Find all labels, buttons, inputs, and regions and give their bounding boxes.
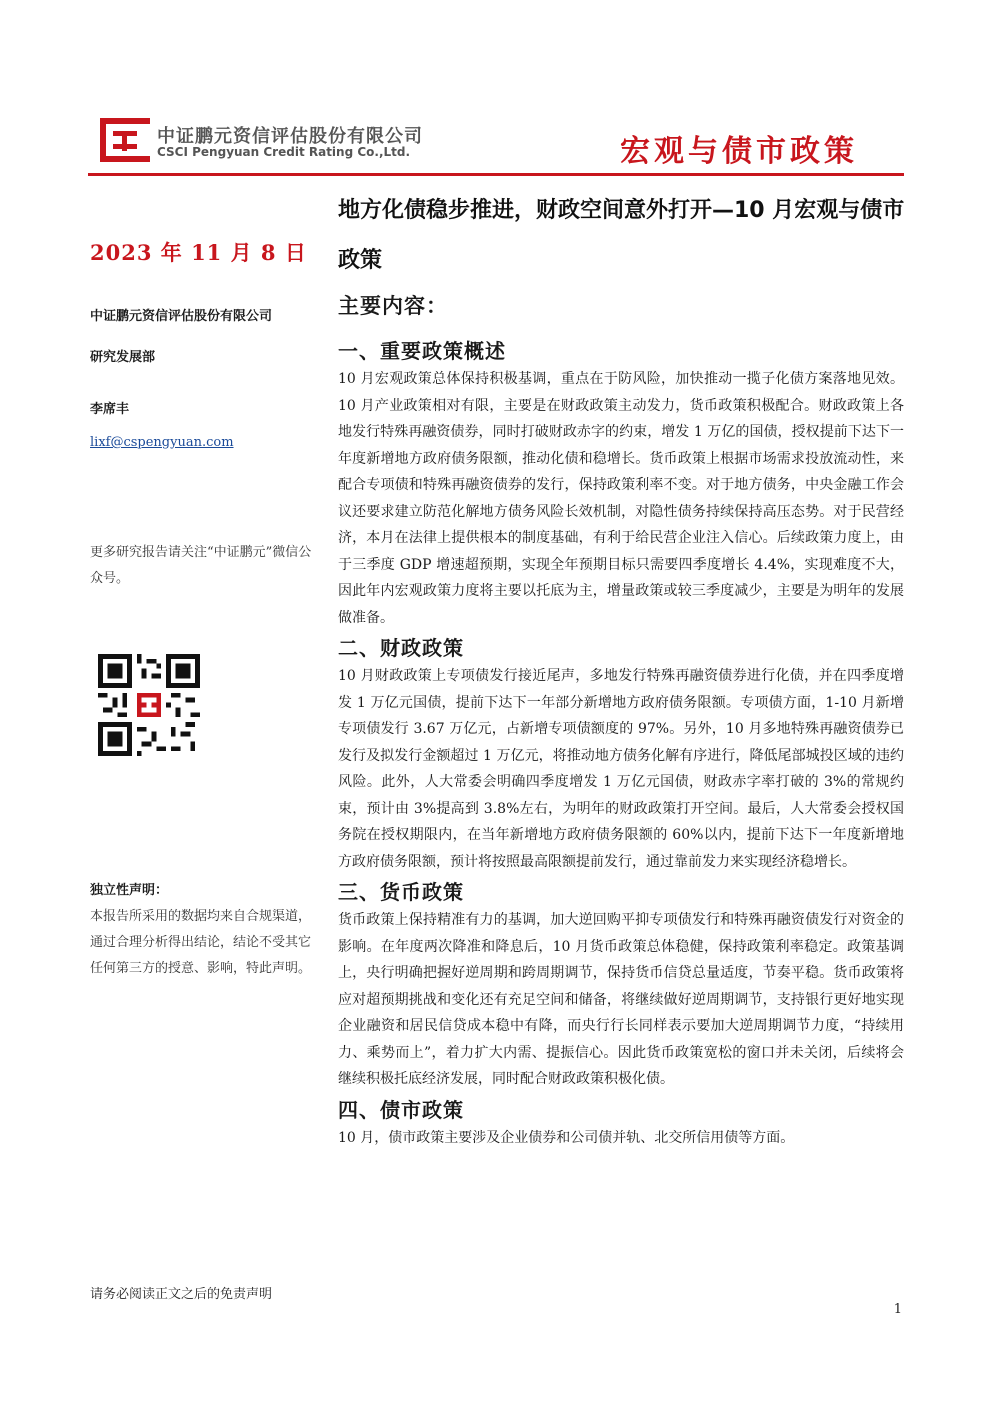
section-body-policy-overview: 10 月宏观政策总体保持积极基调，重点在于防风险，加快推动一揽子化债方案落地见效。10 月产业政策相对有限，主要是在财政政策主动发力，货币政策积极配合。财政政策上各地发行特殊再融资债券，同时打破财政赤字的约束，增发 1 万亿的国债，授权提前下达下一年度新增地方政府债务限额，推动化债和稳增长。货币政策上根据市场需求投放流动性，来配合专项债和特殊再融资债券的发行，保持政策利率不变。对于地方债务，中央金融工作会议还要求建立防范化解地方债务风险长效机制，对隐性债务持续保持高压态势。对于民营经济，本月在法律上提供根本的制度基础，有利于给民营企业注入信心。后续政策力度上，由于三季度 GDP 增速超预期，实现全年预期目标只需要四季度增长 4.4%，实现难度不大，因此年内宏观政策力度将主要以托底为主，增量政策或较三季度减少，主要是为明年的发展做准备。 xyxy=(338,371,904,626)
disclaimer-footer-note: 请务必阅读正文之后的免责声明 xyxy=(90,1287,273,1302)
main-content xyxy=(338,290,904,1153)
report-date: 2023 年 11 月 8 日 xyxy=(90,240,307,265)
header-divider xyxy=(88,173,904,176)
section-body-bond-market-policy: 10 月，债市政策主要涉及企业债券和公司债并轨、北交所信用债等方面。 xyxy=(338,1129,795,1146)
qr-code-icon xyxy=(98,654,200,756)
section-heading-monetary-policy: 三、货币政策 xyxy=(338,880,464,904)
company-name-en: CSCI Pengyuan Credit Rating Co.,Ltd. xyxy=(157,145,411,159)
author-email-link[interactable]: lixf@cspengyuan.com xyxy=(90,435,234,450)
section-heading-bond-market-policy: 四、债市政策 xyxy=(338,1097,464,1122)
report-type-label: 宏观与债市政策 xyxy=(620,134,858,169)
follow-wechat-note: 更多研究报告请关注“中证鹏元”微信公众号。 xyxy=(90,545,312,586)
summary-heading: 主要内容： xyxy=(338,294,448,318)
section-heading-fiscal-policy: 二、财政政策 xyxy=(338,636,464,660)
section-body-fiscal-policy: 10 月财政政策上专项债发行接近尾声，多地发行特殊再融资债券进行化债，并在四季度增发 1 万亿元国债，提前下达下一年部分新增地方政府债务限额。专项债方面，1-10 月新增专项债发行 3.67 万亿元，占新增专项债额度的 97%。另外，10 月多地特殊再融资债券已发行及拟发行金额超过 1 万亿元，将推动地方债务化解有序进行，降低尾部城投区域的违约风险。此外，人大常委会明确四季度增发 1 万亿元国债，财政赤字率打破的 3%的常规约束，预计由 3%提高到 3.8%左右，为明年的财政政策打开空间。最后，人大常委会授权国务院在授权期限内，在当年新增地方政府债务限额的 60%以内，提前下达下一年度新增地方政府债务限额，预计将按照最高限额提前发行，通过靠前发力来实现经济稳增长。 xyxy=(338,668,904,870)
sidebar-org: 中证鹏元资信评估股份有限公司 xyxy=(90,309,273,324)
sidebar-department: 研究发展部 xyxy=(90,350,156,365)
section-heading-policy-overview: 一、重要政策概述 xyxy=(338,339,506,363)
company-name-cn: 中证鹏元资信评估股份有限公司 xyxy=(157,126,423,147)
section-body-monetary-policy: 货币政策上保持精准有力的基调，加大逆回购平抑专项债发行和特殊再融资债发行对资金的影响。在年度两次降准和降息后，10 月货币政策总体稳健，保持政策利率稳定。政策基调上，央行明确把握好逆周期和跨周期调节，保持货币信贷总量适度，节奏平稳。货币政策将应对超预期挑战和变化还有充足空间和储备，将继续做好逆周期调节，支持银行更好地实现企业融资和居民信贷成本稳中有降，而央行行长同样表示要加大逆周期调节力度，“持续用力、乘势而上”，着力扩大内需、提振信心。因此货币政策宽松的窗口并未关闭，后续将会继续积极托底经济发展，同时配合财政政策积极化债。 xyxy=(338,912,904,1087)
report-title: 地方化债稳步推进，财政空间意外打开—10 月宏观与债市政策 xyxy=(338,198,905,273)
disclaimer-title: 独立性声明： xyxy=(90,883,169,898)
csci-logo-icon xyxy=(100,118,150,162)
author-name: 李席丰 xyxy=(90,402,130,417)
independence-statement xyxy=(90,878,322,982)
disclaimer-text: 本报告所采用的数据均来自合规渠道，通过合理分析得出结论，结论不受其它任何第三方的授意、影响，特此声明。 xyxy=(90,909,312,976)
page-number: 1 xyxy=(893,1302,902,1317)
